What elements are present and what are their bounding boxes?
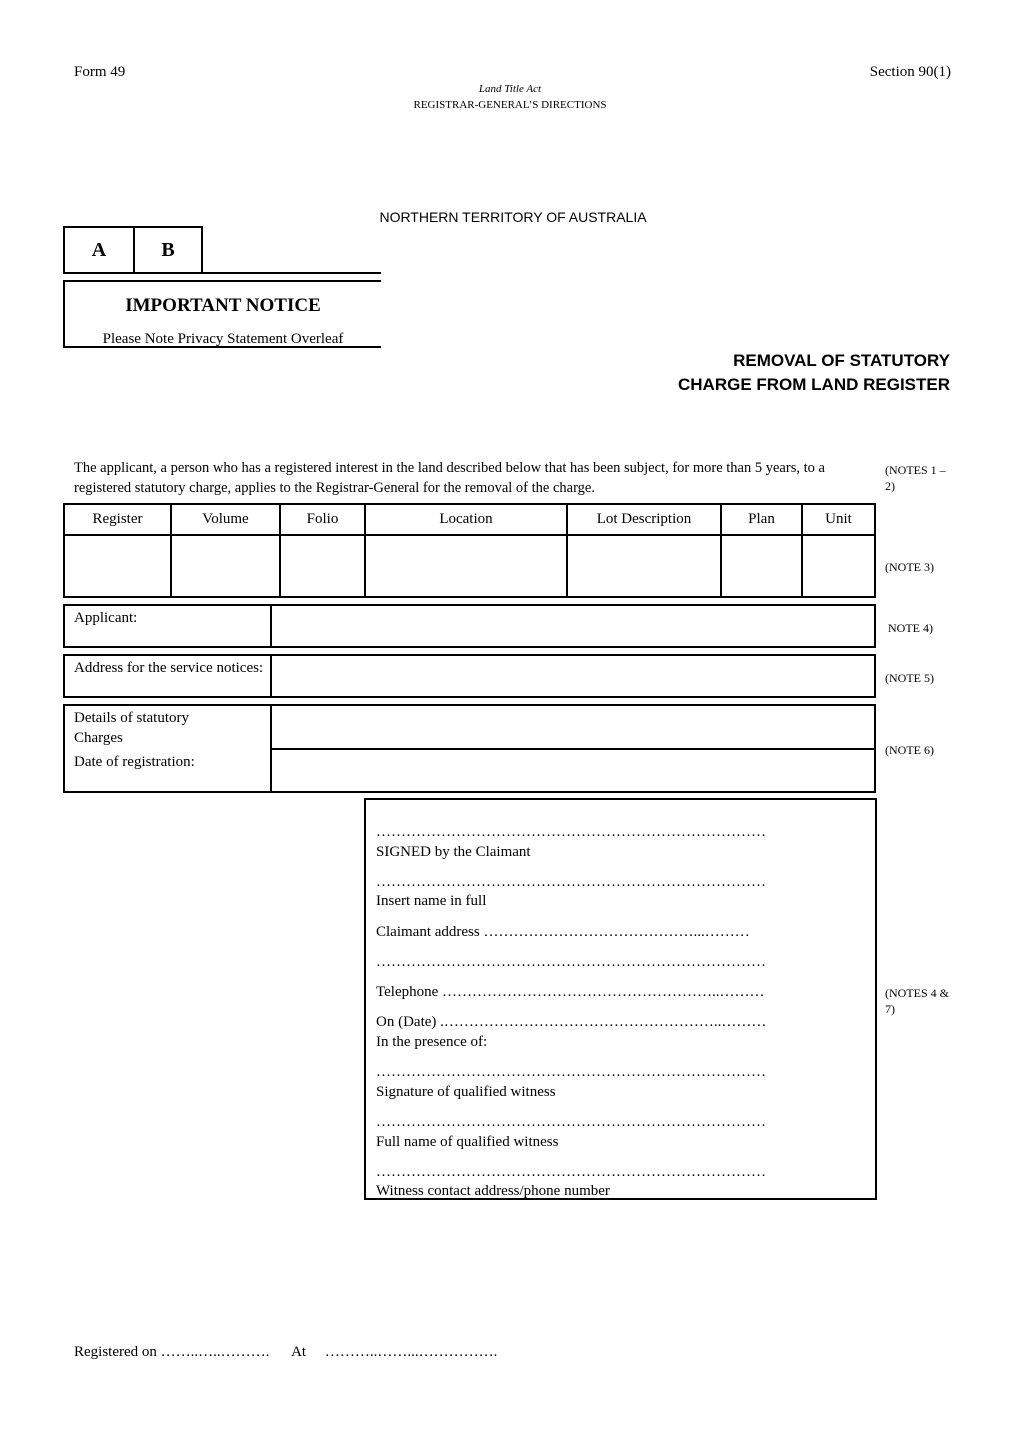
signature-note: (NOTES 4 & 7)	[885, 986, 949, 1016]
register-field[interactable]	[64, 535, 171, 597]
location-field[interactable]	[365, 535, 567, 597]
applicant-field[interactable]	[272, 606, 874, 646]
land-description-table	[63, 503, 876, 598]
signed-label: SIGNED by the Claimant	[376, 844, 531, 860]
address-label: Address for the service notices:	[74, 660, 264, 676]
claimant-signature-line[interactable]: ……………………………………………………………………	[376, 824, 766, 840]
unit-field[interactable]	[802, 535, 875, 597]
important-notice	[63, 280, 381, 348]
name-label: Insert name in full	[376, 893, 487, 909]
presence-label: In the presence of:	[376, 1034, 488, 1050]
intro-text: The applicant, a person who has a registered interest in the land described below that has been subject, for more than 5 years, to a registered statutory charge, applies to the Registrar-General for the removal of the charge.	[74, 460, 825, 496]
registration-footer: Registered on ……..…..………. At ………..……...…………….	[74, 1344, 498, 1360]
charges-note: (NOTE 6)	[885, 743, 934, 757]
notice-subtitle: Please Note Privacy Statement Overleaf	[102, 331, 344, 347]
witness-signature-label: Signature of qualified witness	[376, 1084, 556, 1100]
ab-box-rule	[63, 272, 381, 274]
act-name: Land Title Act	[478, 83, 542, 95]
claimant-address-line[interactable]: Claimant address ……………………………………...………	[376, 924, 750, 940]
land-table-note: (NOTE 3)	[885, 560, 934, 574]
witness-contact-label: Witness contact address/phone number	[376, 1183, 610, 1199]
applicant-label: Applicant:	[74, 610, 138, 626]
column-header: Unit	[802, 504, 875, 535]
charge-details-field[interactable]	[272, 706, 874, 748]
section-reference: Section 90(1)	[869, 64, 951, 80]
address-field[interactable]	[272, 656, 874, 696]
volume-field[interactable]	[171, 535, 280, 597]
box-a: A	[91, 238, 107, 261]
signature-block	[364, 798, 877, 1200]
form-title-line1: REMOVAL OF STATUTORY	[733, 351, 950, 370]
registration-date-field[interactable]	[272, 750, 874, 791]
column-header: Register	[64, 504, 171, 535]
witness-signature-line[interactable]: ……………………………………………………………………	[376, 1064, 766, 1080]
charges-row	[63, 704, 876, 793]
address-note: (NOTE 5)	[885, 671, 934, 685]
column-header: Volume	[171, 504, 280, 535]
lot-description-field[interactable]	[567, 535, 721, 597]
directions-heading: REGISTRAR-GENERAL’S DIRECTIONS	[413, 99, 607, 111]
witness-name-line[interactable]: ……………………………………………………………………	[376, 1114, 766, 1130]
witness-name-label: Full name of qualified witness	[376, 1134, 559, 1150]
column-header: Location	[365, 504, 567, 535]
box-b: B	[133, 228, 201, 272]
date-line[interactable]: On (Date) .………………………………………………..………	[376, 1014, 767, 1030]
witness-contact-line[interactable]: ……………………………………………………………………	[376, 1164, 766, 1180]
column-header: Plan	[721, 504, 802, 535]
folio-field[interactable]	[280, 535, 365, 597]
applicant-row	[63, 604, 876, 648]
table-header-row	[64, 504, 875, 535]
column-header: Lot Description	[567, 504, 721, 535]
applicant-note: NOTE 4)	[888, 621, 933, 635]
plan-field[interactable]	[721, 535, 802, 597]
column-header: Folio	[280, 504, 365, 535]
ab-box	[63, 226, 203, 274]
table-row	[64, 535, 875, 597]
form-title	[678, 349, 950, 397]
claimant-name-line[interactable]: ……………………………………………………………………	[376, 874, 766, 890]
territory-heading: NORTHERN TERRITORY OF AUSTRALIA	[379, 209, 647, 225]
intro-note: (NOTES 1 – 2)	[885, 463, 946, 493]
date-label: Date of registration:	[74, 754, 195, 770]
form-title-line2: CHARGE FROM LAND REGISTER	[678, 375, 950, 394]
telephone-line[interactable]: Telephone ………………………………………………..………	[376, 984, 765, 1000]
form-number: Form 49	[74, 64, 126, 80]
notice-title: IMPORTANT NOTICE	[125, 295, 321, 316]
claimant-address-line-2[interactable]: ……………………………………………………………………	[376, 954, 766, 970]
details-label: Details of statutory Charges	[74, 710, 189, 746]
address-row	[63, 654, 876, 698]
